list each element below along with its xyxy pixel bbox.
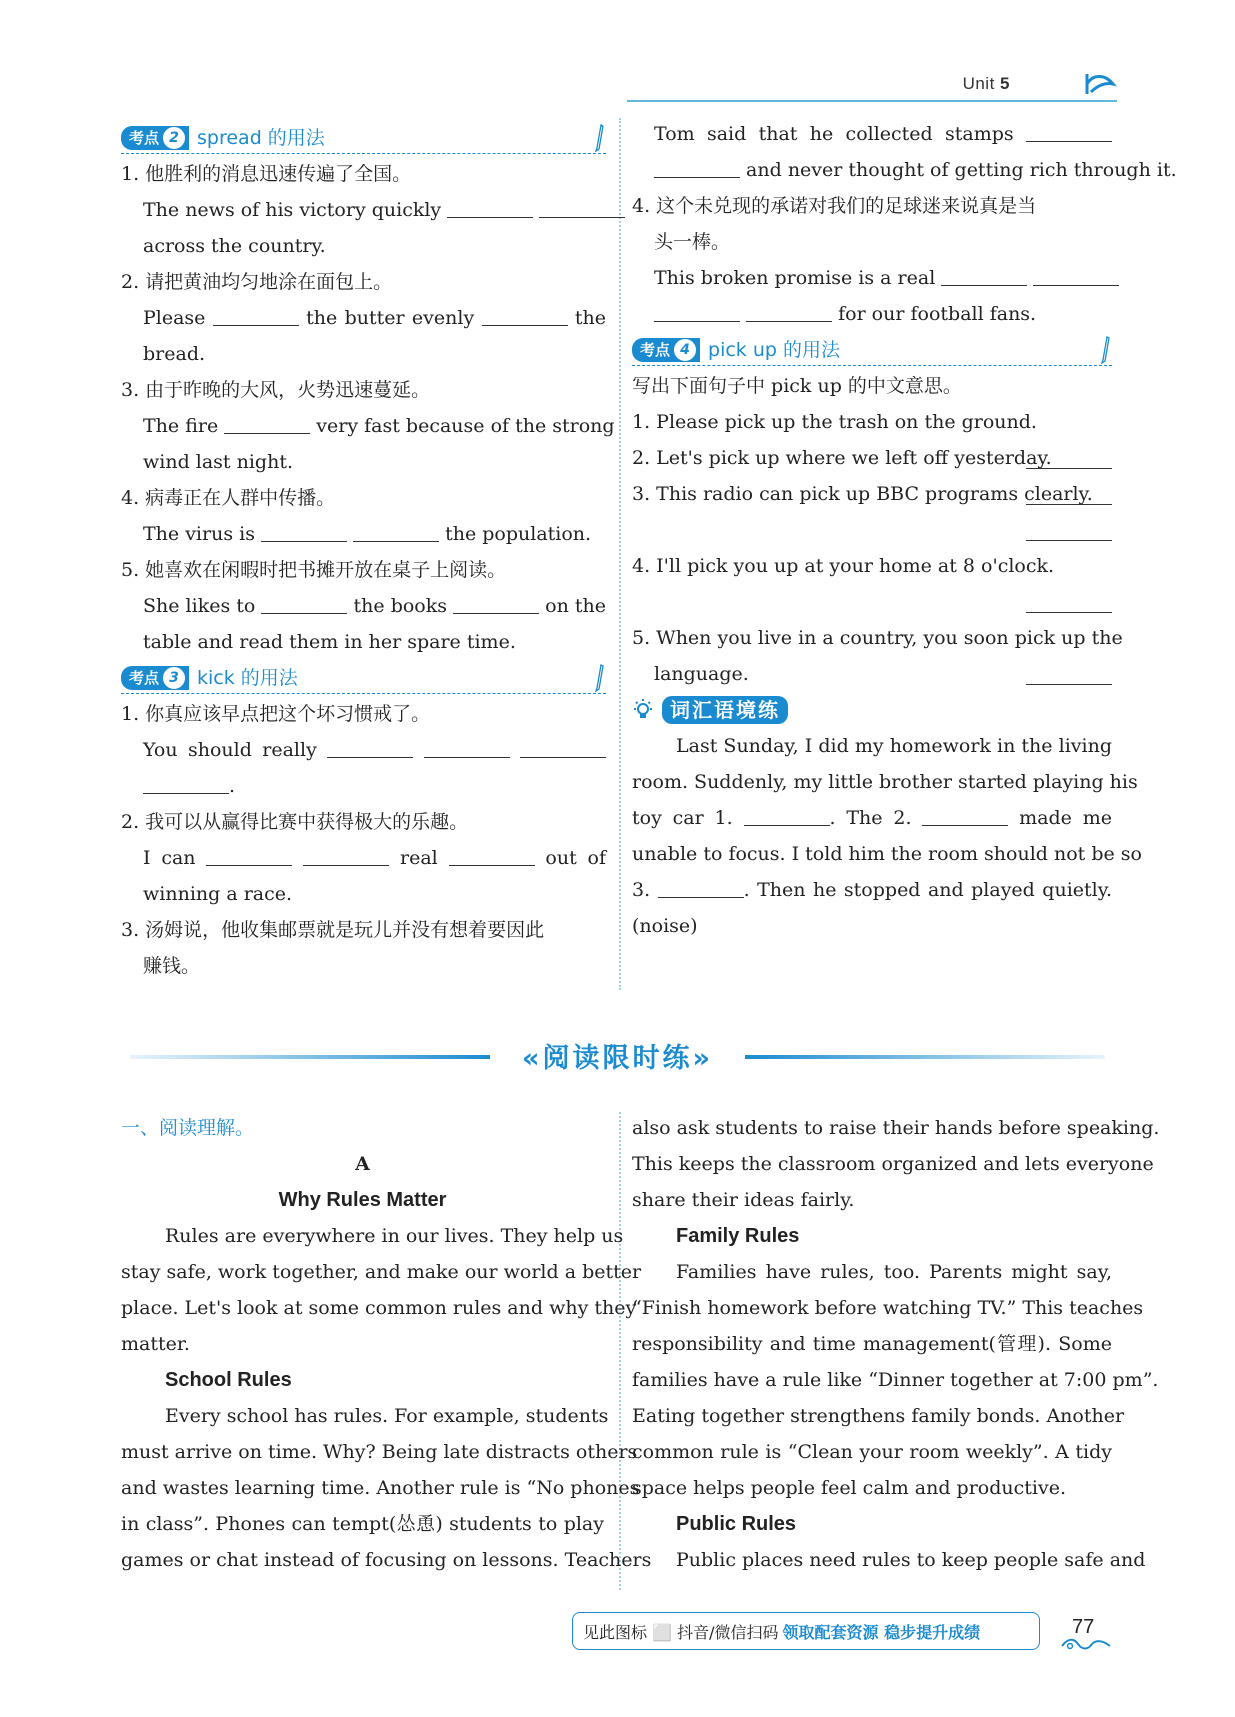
pen-icon	[594, 124, 604, 152]
kaodian-3-heading: 考点 3 kick 的用法	[121, 660, 606, 696]
lightbulb-icon	[632, 698, 654, 722]
answer-line: Tom said that he collected stamps	[632, 116, 1112, 152]
passage-line: toy car 1. . The 2. made me	[632, 807, 1113, 829]
section-heading: 一、阅读理解。	[121, 1117, 255, 1139]
passage-text: and wastes learning time. Another rule is “No phones	[121, 1477, 640, 1499]
answer-blank[interactable]	[1026, 121, 1112, 142]
answer-text: bread.	[143, 343, 206, 365]
header-rule	[627, 100, 1117, 102]
answer-blank[interactable]	[941, 265, 1027, 286]
answer-blank[interactable]	[1026, 520, 1112, 541]
question-text: 4. 病毒正在人群中传播。	[121, 487, 336, 509]
answer-blank[interactable]	[353, 521, 439, 542]
passage-text: stay safe, work together, and make our world a better	[121, 1261, 642, 1283]
question-text: 4. I'll pick you up at your home at 8 o'clock.	[632, 555, 1055, 577]
page-number: 77	[1072, 1616, 1095, 1638]
reading-banner	[130, 1036, 1105, 1076]
question-text: 3. 由于昨晚的大风，火势迅速蔓延。	[121, 379, 431, 401]
answer-text: wind last night.	[143, 451, 293, 473]
passage-text: responsibility and time management(管理). Some	[632, 1333, 1112, 1355]
passage-text: unable to focus. I told him the room should not be so	[632, 843, 1142, 865]
answer-blank-1[interactable]	[744, 805, 830, 826]
passage-text: matter.	[121, 1333, 190, 1355]
answer-blank-2[interactable]	[922, 805, 1008, 826]
answer-blank[interactable]	[224, 413, 310, 434]
answer-blank[interactable]	[327, 737, 413, 758]
answer-blank[interactable]	[261, 521, 347, 542]
answer-blank[interactable]	[143, 773, 229, 794]
passage-text: must arrive on time. Why? Being late distracts others	[121, 1441, 638, 1463]
passage-text: families have a rule like “Dinner together at 7:00 pm”.	[632, 1369, 1159, 1391]
answer-line: The news of his victory quickly	[121, 192, 606, 228]
footer-resource-text: 领取配套资源 稳步提升成绩	[782, 1622, 981, 1642]
answer-line: for our football fans.	[632, 296, 1112, 332]
subheading: Public Rules	[676, 1513, 797, 1535]
passage-text: “Finish homework before watching TV.” This teaches	[632, 1297, 1144, 1319]
answer-blank[interactable]	[1026, 664, 1112, 685]
footer-scan-text: 见此图标 ⬜ 抖音/微信扫码	[583, 1622, 779, 1642]
answer-line: and never thought of getting rich through it.	[632, 152, 1112, 188]
passage-text: place. Let's look at some common rules and why they	[121, 1297, 637, 1319]
passage-text: Rules are everywhere in our lives. They help us	[165, 1225, 624, 1247]
answer-blank[interactable]	[424, 737, 510, 758]
answer-line	[632, 584, 1112, 620]
answer-blank[interactable]	[482, 305, 568, 326]
passage-text: common rule is “Clean your room weekly”. A tidy	[632, 1441, 1112, 1463]
answer-blank[interactable]	[746, 301, 832, 322]
passage-text: also ask students to raise their hands before speaking.	[632, 1117, 1160, 1139]
wave-icon	[1060, 1634, 1112, 1652]
subheading: Family Rules	[676, 1225, 800, 1247]
passage-text: room. Suddenly, my little brother started playing his	[632, 771, 1138, 793]
answer-line: You should really	[121, 732, 606, 768]
kaodian-4-heading: 考点 4 pick up 的用法	[632, 332, 1112, 368]
passage-text: Every school has rules. For example, students	[165, 1405, 609, 1427]
question-text: 3. This radio can pick up BBC programs clearly.	[632, 483, 1093, 505]
passage-letter: A	[355, 1153, 370, 1175]
passage-text: Eating together strengthens family bonds. Another	[632, 1405, 1125, 1427]
reading-left	[121, 1110, 652, 1578]
question-text: 1. 他胜利的消息迅速传遍了全国。	[121, 163, 412, 185]
answer-line: 2. Let's pick up where we left off yesterday.	[632, 440, 1112, 476]
answer-blank[interactable]	[539, 197, 625, 218]
reading-banner-title: «阅读限时练»	[514, 1036, 721, 1075]
answer-blank-3[interactable]	[658, 877, 744, 898]
passage-text: Public places need rules to keep people safe and	[676, 1549, 1146, 1571]
hint-text: (noise)	[632, 915, 698, 937]
answer-blank[interactable]	[1033, 265, 1119, 286]
answer-line	[632, 512, 1112, 548]
answer-text: table and read them in her spare time.	[143, 631, 516, 653]
answer-line: I can real out of	[143, 847, 607, 869]
answer-line: This broken promise is a real	[632, 260, 1112, 296]
question-text: 5. When you live in a country, you soon pick up the	[632, 627, 1123, 649]
answer-line: The fire very fast because of the strong	[143, 415, 615, 437]
answer-blank[interactable]	[261, 593, 347, 614]
question-text: 4. 这个未兑现的承诺对我们的足球迷来说真是当	[632, 195, 1037, 217]
right-exercises	[632, 116, 1177, 944]
subheading: School Rules	[165, 1369, 292, 1391]
answer-text: across the country.	[143, 235, 326, 257]
answer-blank[interactable]	[453, 593, 539, 614]
vocab-heading: 词汇语境练	[632, 692, 1112, 728]
question-text: 5. 她喜欢在闲暇时把书摊开放在桌子上阅读。	[121, 559, 507, 581]
passage-text: This keeps the classroom organized and lets everyone	[632, 1153, 1154, 1175]
answer-blank[interactable]	[1026, 592, 1112, 613]
answer-text: winning a race.	[143, 883, 293, 905]
column-divider-bottom	[619, 1112, 621, 1590]
kaodian-2-heading: 考点 2 spread 的用法	[121, 120, 606, 156]
answer-blank[interactable]	[206, 845, 292, 866]
answer-line: language.	[632, 656, 1112, 692]
question-text: 2. 请把黄油均匀地涂在面包上。	[121, 271, 393, 293]
passage-line: 3. . Then he stopped and played quietly.	[632, 879, 1112, 901]
question-text: 头一棒。	[654, 231, 731, 253]
answer-blank[interactable]	[520, 737, 606, 758]
passage-text: in class”. Phones can tempt(怂恿) students to play	[121, 1513, 604, 1535]
question-text: 2. 我可以从赢得比赛中获得极大的乐趣。	[121, 811, 469, 833]
answer-blank[interactable]	[213, 305, 299, 326]
footer-banner[interactable]	[572, 1612, 1040, 1650]
answer-line: .	[121, 768, 606, 804]
passage-text: space helps people feel calm and productive.	[632, 1477, 1067, 1499]
answer-blank[interactable]	[654, 301, 740, 322]
left-exercises	[121, 120, 615, 984]
answer-blank[interactable]	[654, 157, 740, 178]
question-text: 赚钱。	[143, 955, 201, 977]
answer-blank[interactable]	[449, 845, 535, 866]
answer-line: 1. Please pick up the trash on the ground.	[632, 404, 1112, 440]
answer-line: Please the butter evenly the	[143, 307, 606, 329]
answer-blank[interactable]	[303, 845, 389, 866]
passage-title: Why Rules Matter	[278, 1189, 447, 1211]
unit-label: Unit 5	[962, 74, 1010, 93]
instruction-text: 写出下面句子中 pick up 的中文意思。	[632, 375, 962, 397]
pen-icon	[1100, 336, 1110, 364]
reading-right	[632, 1110, 1160, 1578]
passage-text: share their ideas fairly.	[632, 1189, 855, 1211]
passage-text: games or chat instead of focusing on lessons. Teachers	[121, 1549, 652, 1571]
passage-text: Last Sunday, I did my homework in the living	[676, 735, 1112, 757]
answer-blank[interactable]	[447, 197, 533, 218]
arrow-logo-icon	[1083, 70, 1117, 98]
question-text: 3. 汤姆说，他收集邮票就是玩儿并没有想着要因此	[121, 919, 545, 941]
column-divider-top	[619, 118, 621, 990]
question-text: 1. 你真应该早点把这个坏习惯戒了。	[121, 703, 431, 725]
passage-text: Families have rules, too. Parents might say,	[676, 1261, 1112, 1283]
answer-line: The virus is the population.	[143, 523, 592, 545]
pen-icon	[594, 664, 604, 692]
answer-line: She likes to the books on the	[143, 595, 607, 617]
